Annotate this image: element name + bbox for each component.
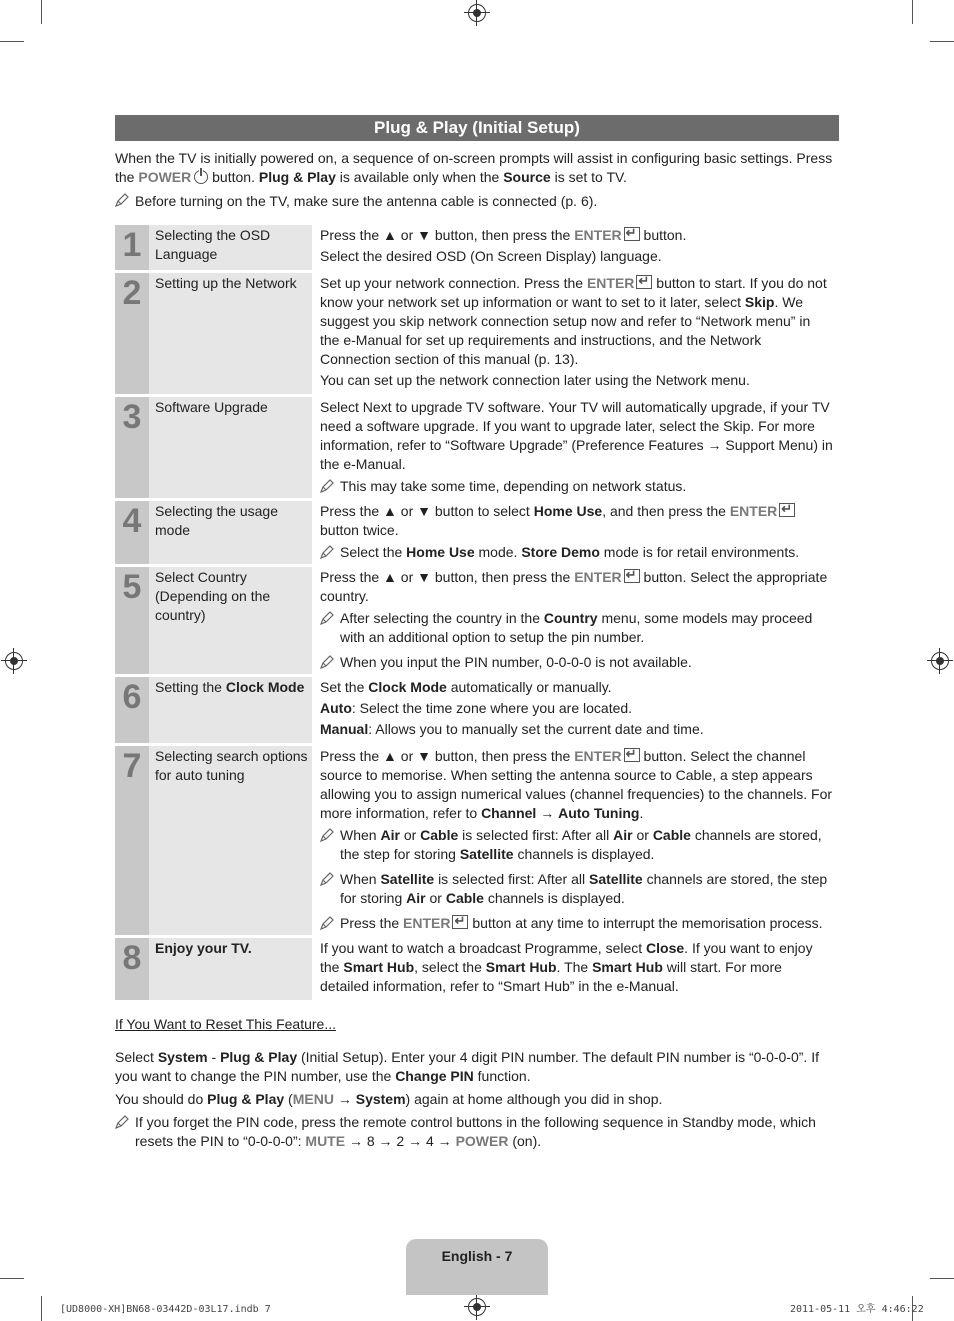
note-pencil-icon (320, 611, 334, 625)
step-number: 8 (115, 938, 149, 1000)
table-row (115, 501, 839, 564)
enter-icon (624, 227, 640, 241)
crop-mark (0, 1278, 24, 1279)
step-description: Select Next to upgrade TV software. Your TV will automatically upgrade, if your TV need a software upgrade. If you want to upgrade later, select the Skip. For more information, refer to “Software Upgrade” (Preference Features → Support Menu) in the e-Manual. This may take some time, depending on network status. (320, 399, 833, 494)
enter-icon (636, 275, 652, 289)
reset-section (115, 1015, 839, 1151)
note-pencil-icon (320, 916, 334, 930)
note-pencil-icon (320, 479, 334, 493)
table-row (115, 746, 839, 935)
step-description: Press the ▲ or ▼ button, then press the ENTER↵ button. Select the desired OSD (On Screen Display) language. (312, 225, 839, 270)
enter-icon (779, 503, 795, 517)
enter-icon (624, 569, 640, 583)
step-label: Software Upgrade (149, 397, 312, 498)
reset-heading: If You Want to Reset This Feature... (115, 1016, 337, 1032)
note-pencil-icon (115, 1115, 129, 1129)
table-row (115, 225, 839, 270)
note-pencil-icon (320, 828, 334, 842)
step-description: Press the ▲ or ▼ button, then press the ENTER↵ button. Select the channel source to memorise. When setting the antenna source to Cable, a step appears allowing you to assign numerical values (channel frequencies) to the channels. For more information, refer to Channel → Auto Tuning. When Air or Cable is selected first: After all Air or Cable channels are stored, the step for storing Satellite channels is displayed. When Satellite is selected first: After all Satellite channels are stored, the step for storing Air or Cable channels is displayed. Press the ENTER↵ button at any time to interrupt the memorisation process. (312, 746, 839, 935)
step-description: Press the ▲ or ▼ button, then press the ENTER↵ button. Select the appropriate country. After selecting the country in the Country menu, some models may proceed with an additional option to setup the pin number. When you input the PIN number, 0-0-0-0 is not available. (312, 567, 839, 674)
step-description: Set up your network connection. Press the ENTER↵ button to start. If you do not know your network set up information or want to set to it later, select Skip. We suggest you skip network connection setup now and refer to “Network menu” in the e-Manual for set up requirements and instructions, and the Network Connection section of this manual (p. 13). You can set up the network connection later using the Network menu. (312, 273, 839, 394)
print-slug-left: [UD8000-XH]BN68-03442D-03L17.indb 7 (60, 1304, 271, 1315)
section-title: Plug & Play (Initial Setup) (115, 115, 839, 141)
step-number: 4 (115, 501, 149, 564)
step-number: 3 (115, 397, 149, 498)
step-label: Setting the Clock Mode (149, 677, 312, 743)
table-row (115, 567, 839, 674)
table-row (115, 397, 839, 498)
reset-paragraph: Select System - Plug & Play (Initial Setup). Enter your 4 digit PIN number. The default PIN number is “0-0-0-0”. If you want to change the PIN number, use the Change PIN function. (115, 1049, 819, 1084)
intro (115, 149, 839, 211)
crop-mark (41, 1296, 42, 1321)
crop-mark (912, 0, 913, 24)
crop-mark (41, 0, 42, 24)
step-description: If you want to watch a broadcast Programme, select Close. If you want to enjoy the Smart Hub, select the Smart Hub. The Smart Hub will start. For more detailed information, refer to “Smart Hub” in the e-Manual. (320, 940, 813, 994)
step-description: Press the ▲ or ▼ button to select Home Use, and then press the ENTER↵ button twice. Select the Home Use mode. Store Demo mode is for retail environments. (312, 501, 839, 564)
step-number: 1 (115, 225, 149, 270)
page-number-tab: English - 7 (406, 1239, 548, 1295)
step-number: 7 (115, 746, 149, 935)
note-pencil-icon (320, 545, 334, 559)
registration-mark-icon (931, 652, 949, 670)
print-slug-right: 2011-05-11 오후 4:46:22 (790, 1304, 924, 1315)
crop-mark (0, 41, 24, 42)
step-number: 6 (115, 677, 149, 743)
step-number: 2 (115, 273, 149, 394)
note-pencil-icon (320, 655, 334, 669)
note-pencil-icon (320, 872, 334, 886)
step-label: Enjoy your TV. (149, 938, 312, 1000)
crop-mark (930, 41, 954, 42)
reset-paragraph: You should do Plug & Play (MENU → System) again at home although you did in shop. (115, 1091, 663, 1107)
registration-mark-icon (468, 4, 486, 22)
registration-mark-icon (5, 652, 23, 670)
enter-icon (624, 748, 640, 762)
intro-text: When the TV is initially powered on, a sequence of on-screen prompts will assist in configuring basic settings. Press the POWER button. Plug & Play is available only when the Source is set to TV. (115, 150, 833, 185)
step-label: Selecting search options for auto tuning (149, 746, 312, 935)
reset-note: If you forget the PIN code, press the remote control buttons in the following sequence in Standby mode, which resets the PIN to “0-0-0-0”: MUTE → 8 → 2 → 4 → POWER (on). (115, 1113, 839, 1151)
table-row (115, 677, 839, 743)
table-row (115, 938, 839, 1000)
intro-note: Before turning on the TV, make sure the antenna cable is connected (p. 6). (115, 192, 839, 211)
table-row (115, 273, 839, 394)
step-description: Set the Clock Mode automatically or manually. Auto: Select the time zone where you are located. Manual: Allows you to manually set the current date and time. (320, 679, 704, 737)
step-label: Setting up the Network (149, 273, 312, 394)
note-pencil-icon (115, 193, 129, 207)
enter-icon (452, 915, 468, 929)
setup-steps-table (115, 222, 839, 1003)
step-label: Select Country (Depending on the country) (149, 567, 312, 674)
step-label: Selecting the usage mode (149, 501, 312, 564)
crop-mark (930, 1278, 954, 1279)
step-label: Selecting the OSD Language (149, 225, 312, 270)
registration-mark-icon (468, 1298, 486, 1316)
power-icon (194, 170, 208, 184)
step-number: 5 (115, 567, 149, 674)
